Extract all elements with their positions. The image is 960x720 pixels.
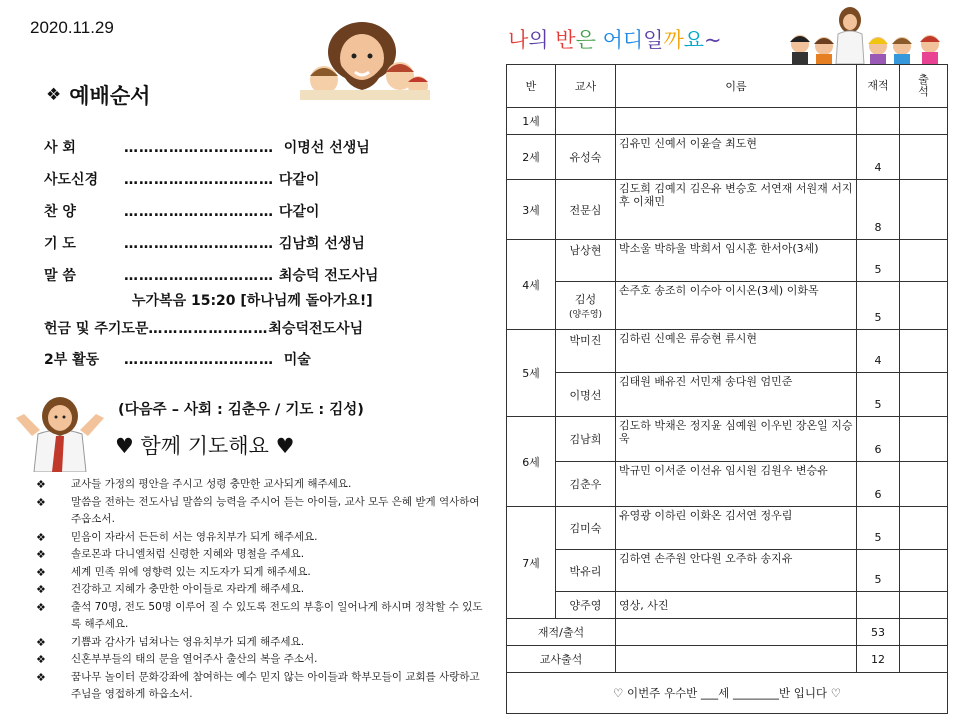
names-cell: 유영광 이하린 이화온 김서연 정우림 <box>616 507 857 550</box>
class-label: 3세 <box>507 180 556 240</box>
table-row <box>507 135 948 180</box>
teacher-cell: 박미진 <box>556 330 616 373</box>
order-label: 기 도 <box>44 236 76 252</box>
class-label: 4세 <box>507 240 556 330</box>
teacher-cell: 김남희 <box>556 417 616 462</box>
order-dots: ………………………… <box>124 352 274 368</box>
prayer-list <box>36 476 490 704</box>
prayer-text: 교사들 가정의 평안을 주시고 성령 충만한 교사되게 해주세요. <box>71 478 352 490</box>
order-row <box>44 318 363 338</box>
attend-cell <box>900 507 948 550</box>
title-char: 요 <box>683 28 705 52</box>
worship-order-title: 예배순서 <box>69 84 151 108</box>
diamond-bullet-icon: ❖ <box>36 670 46 684</box>
prayer-text: 말씀을 전하는 전도사님 말씀의 능력을 주시어 듣는 아이들, 교사 모두 은혜 받게 역사하여 주옵소서. <box>71 495 480 525</box>
table-row <box>507 240 948 282</box>
attend-cell <box>900 282 948 330</box>
title-char: 일 <box>643 28 664 52</box>
header-names: 이름 <box>616 65 857 108</box>
enrolled-cell: 8 <box>857 180 900 240</box>
prayer-text: 건강하고 지혜가 충만한 아이들로 자라게 해주세요. <box>71 583 305 595</box>
order-label: 말 씀 <box>44 268 76 284</box>
title-char: 어 <box>602 28 623 52</box>
prayer-item <box>36 529 490 547</box>
diamond-bullet-icon: ❖ <box>36 583 46 596</box>
diamond-bullet-icon: ❖ <box>36 548 46 561</box>
attend-cell <box>900 462 948 507</box>
order-value: 최승덕 전도사님 <box>278 268 379 284</box>
title-char: 나 <box>508 28 529 52</box>
title-char: ~ <box>704 28 722 52</box>
order-row <box>44 201 319 221</box>
class-roster-table <box>506 64 948 714</box>
footer-row <box>507 673 948 714</box>
prayer-item <box>36 651 490 669</box>
teacher-cell <box>556 282 616 330</box>
title-char <box>596 28 603 52</box>
teacher-note: (양주영) <box>568 310 603 320</box>
enrolled-cell: 6 <box>857 462 900 507</box>
prayer-item <box>36 494 490 529</box>
prayer-item <box>36 669 490 704</box>
title-char: 까 <box>663 28 684 52</box>
diamond-bullet-icon: ❖ <box>36 530 46 544</box>
order-dots: ………………………… <box>124 268 274 284</box>
diamond-bullet-icon: ❖ <box>36 600 46 614</box>
class-label: 1세 <box>507 108 556 135</box>
table-row <box>507 550 948 592</box>
names-cell <box>616 108 857 135</box>
class-label: 7세 <box>507 507 556 619</box>
prayer-item <box>36 581 490 599</box>
prayer-item <box>36 546 490 564</box>
teacher-cell: 이명선 <box>556 373 616 417</box>
names-cell: 김도희 김예지 김은유 변승호 서연재 서원재 서지후 이채민 <box>616 180 857 240</box>
header-enrolled: 재적 <box>857 65 900 108</box>
order-value: 미술 <box>283 352 311 368</box>
teacher-attend-value: 12 <box>857 646 900 673</box>
prayer-text: 믿음이 자라서 든든히 서는 영유치부가 되게 해주세요. <box>71 530 318 543</box>
enrolled-cell: 4 <box>857 330 900 373</box>
scripture-reference: 누가복음 15:20 [하나님께 돌아가요!] <box>132 293 373 309</box>
prayer-text: 신혼부부들의 태의 문을 열어주사 출산의 복을 주소서. <box>71 653 318 665</box>
teacher-cell: 양주영 <box>556 592 616 619</box>
best-class-footer: ♡ 이번주 우수반 ___세 ________반 입니다 ♡ <box>507 673 948 714</box>
diamond-bullet-icon: ❖ <box>36 635 46 649</box>
order-row <box>44 137 370 157</box>
order-label: 찬 양 <box>44 204 76 220</box>
worship-order-heading <box>46 80 150 110</box>
header-attend: 출석 <box>900 65 948 108</box>
teacher-attend-label: 교사출석 <box>507 646 616 673</box>
order-value: 이명선 선생님 <box>283 140 370 156</box>
enrolled-cell: 5 <box>857 507 900 550</box>
teacher-cell <box>556 108 616 135</box>
prayer-text: 기쁨과 감사가 넘쳐나는 영유치부가 되게 해주세요. <box>71 635 305 648</box>
diamond-bullet-icon: ❖ <box>36 565 46 579</box>
jesus-with-children-illustration <box>300 16 430 100</box>
enrolled-cell: 6 <box>857 417 900 462</box>
diamond-bullet-icon: ❖ <box>36 495 46 509</box>
title-char: 디 <box>622 28 644 52</box>
table-row <box>507 507 948 550</box>
names-cell: 김태원 배유진 서민재 송다원 엄민준 <box>616 373 857 417</box>
prayer-text: 출석 70명, 전도 50명 이루어 질 수 있도록 전도의 부흥이 일어나게 하시며 정착할 수 있도록 해주세요. <box>71 600 483 630</box>
teacher-attend-row <box>507 646 948 673</box>
bulletin-date: 2020.11.29 <box>30 18 114 37</box>
enrolled-cell: 4 <box>857 135 900 180</box>
names-cell: 박소울 박하울 박희서 임시훈 한서아(3세) <box>616 240 857 282</box>
order-dots: …………………… <box>148 321 269 337</box>
title-char: 은 <box>575 28 596 52</box>
enrolled-cell: 5 <box>857 282 900 330</box>
order-row <box>44 233 365 253</box>
order-value: 김남희 선생님 <box>278 236 365 252</box>
prayer-text: 꿈나무 놀이터 문화강좌에 참여하는 예수 믿지 않는 아이들과 학부모들이 교회를 사랑하고 주님을 영접하게 하옵소서. <box>71 670 480 700</box>
names-cell <box>616 646 857 673</box>
attend-cell <box>900 180 948 240</box>
attend-cell <box>900 135 948 180</box>
teacher-cell: 남상현 <box>556 240 616 282</box>
diamond-bullet-icon: ❖ <box>46 85 62 105</box>
total-value: 53 <box>857 619 900 646</box>
names-cell <box>616 619 857 646</box>
table-row <box>507 180 948 240</box>
names-cell: 박규민 이서준 이선유 임시원 김원우 변승유 <box>616 462 857 507</box>
total-label: 재적/출석 <box>507 619 616 646</box>
class-label: 2세 <box>507 135 556 180</box>
teacher-cell: 전문심 <box>556 180 616 240</box>
prayer-text: 솔로몬과 다니엘처럼 신령한 지혜와 명철을 주세요. <box>71 548 305 560</box>
prayer-item <box>36 564 490 582</box>
enrolled-cell: 5 <box>857 550 900 592</box>
diamond-bullet-icon: ❖ <box>36 478 46 491</box>
prayer-item <box>36 599 490 634</box>
prayer-heading: ♥ 함께 기도해요 ♥ <box>115 434 295 458</box>
table-row <box>507 330 948 373</box>
teacher-cell: 유성숙 <box>556 135 616 180</box>
order-dots: ………………………… <box>124 172 274 188</box>
title-char: 의 <box>528 28 549 52</box>
names-cell: 김도하 박채은 정지윤 심예원 이우빈 장온일 지승욱 <box>616 417 857 462</box>
attend-cell <box>900 330 948 373</box>
teacher-cell: 김춘우 <box>556 462 616 507</box>
table-row <box>507 592 948 619</box>
order-label: 사도신경 <box>44 172 99 188</box>
enrolled-cell <box>857 592 900 619</box>
order-label: 2부 활동 <box>44 352 100 368</box>
teacher-cell: 박유리 <box>556 550 616 592</box>
order-value: 최승덕전도사님 <box>268 321 364 337</box>
roster-title <box>508 24 722 54</box>
order-row <box>44 349 311 369</box>
next-week-roles: (다음주 – 사회 : 김춘우 / 기도 : 김성) <box>118 402 364 418</box>
attend-cell <box>900 619 948 646</box>
table-row <box>507 417 948 462</box>
order-row <box>44 265 378 285</box>
diamond-bullet-icon: ❖ <box>36 653 46 666</box>
header-teacher: 교사 <box>556 65 616 108</box>
attend-cell <box>900 417 948 462</box>
teacher-name: 김성 <box>574 293 597 306</box>
names-cell: 손주호 송조히 이수아 이시온(3세) 이화목 <box>616 282 857 330</box>
attend-cell <box>900 550 948 592</box>
names-cell: 김하린 신예은 류승현 류시현 <box>616 330 857 373</box>
class-label: 5세 <box>507 330 556 417</box>
order-row <box>44 169 319 189</box>
attend-cell <box>900 646 948 673</box>
attend-cell <box>900 108 948 135</box>
order-label: 헌금 및 주기도문 <box>44 321 149 337</box>
table-row <box>507 373 948 417</box>
table-row <box>507 108 948 135</box>
enrolled-cell: 5 <box>857 373 900 417</box>
order-dots: ………………………… <box>124 204 274 220</box>
order-dots: ………………………… <box>124 140 274 156</box>
attend-cell <box>900 240 948 282</box>
order-dots: ………………………… <box>124 236 274 252</box>
order-label: 사 회 <box>44 140 76 156</box>
attend-cell <box>900 373 948 417</box>
title-char: 반 <box>555 28 576 52</box>
class-label: 6세 <box>507 417 556 507</box>
jesus-cartoon-illustration <box>12 396 108 472</box>
table-row <box>507 462 948 507</box>
table-header-row <box>507 65 948 108</box>
prayer-text: 세계 민족 위에 영향력 있는 지도자가 되게 해주세요. <box>71 565 311 578</box>
enrolled-cell <box>857 108 900 135</box>
children-angels-illustration <box>784 4 956 64</box>
prayer-item <box>36 634 490 652</box>
teacher-cell: 김미숙 <box>556 507 616 550</box>
names-cell: 김하연 손주원 안다원 오주하 송지유 <box>616 550 857 592</box>
names-cell: 김유민 신예서 이윤슬 최도현 <box>616 135 857 180</box>
header-class: 반 <box>507 65 556 108</box>
attend-cell <box>900 592 948 619</box>
table-row <box>507 282 948 330</box>
enrolled-cell: 5 <box>857 240 900 282</box>
total-row <box>507 619 948 646</box>
order-value: 다같이 <box>278 172 320 188</box>
prayer-item <box>36 476 490 494</box>
order-value: 다같이 <box>278 204 320 220</box>
names-cell: 영상, 사진 <box>616 592 857 619</box>
